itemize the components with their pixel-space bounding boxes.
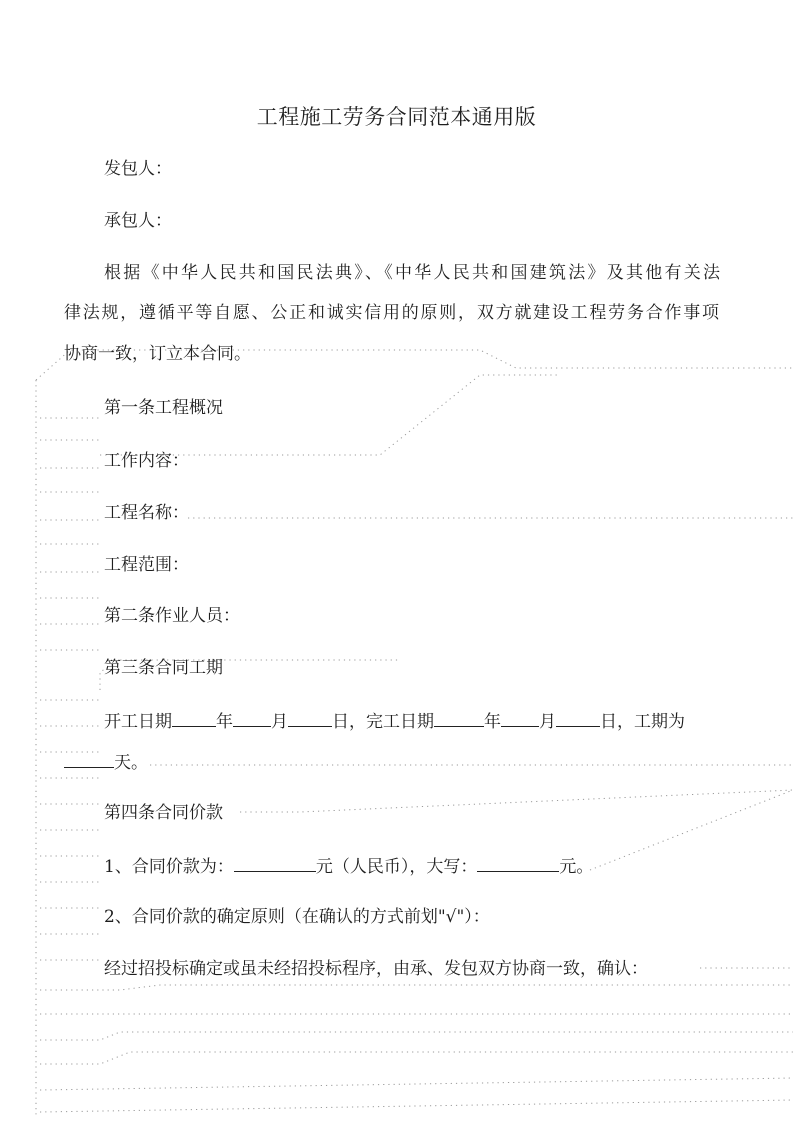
article-3-heading: 第三条合同工期 [104, 658, 223, 678]
work-content-label: 工作内容： [104, 451, 189, 471]
contract-price-blank[interactable] [234, 853, 316, 872]
document-title: 工程施工劳务合同范本通用版 [256, 105, 537, 129]
contract-price-words-blank[interactable] [477, 853, 559, 872]
day-label: 日， [600, 712, 634, 732]
article-2-heading: 第二条作业人员： [104, 606, 240, 626]
preamble-line-3: 协商一致，订立本合同。 [64, 344, 251, 364]
contract-price-line [104, 853, 593, 879]
article-4-heading: 第四条合同价款 [104, 803, 223, 823]
contract-price-label: 1、合同价款为： [104, 857, 234, 877]
price-principle-line: 2、合同价款的确定原则（在确认的方式前划"√"）： [104, 907, 490, 927]
start-year-blank[interactable] [172, 708, 216, 727]
project-name-label: 工程名称： [104, 503, 189, 523]
contract-price-mid: 元（人民币），大写： [315, 857, 478, 877]
article-1-heading: 第一条工程概况 [104, 398, 223, 418]
preamble-line-1: 根据《中华人民共和国民法典》、《中华人民共和国建筑法》及其他有关法 [104, 263, 720, 283]
duration-label: 工期为 [634, 712, 685, 732]
days-label: 天。 [114, 753, 148, 773]
year-label: 年 [216, 712, 233, 732]
start-date-label: 开工日期 [104, 712, 172, 732]
client-label: 发包人： [104, 159, 172, 179]
contract-price-end: 元。 [559, 857, 594, 877]
year-label: 年 [484, 712, 501, 732]
construction-period-line [104, 708, 685, 734]
preamble-line-2: 律法规，遵循平等自愿、公正和诚实信用的原则，双方就建设工程劳务合作事项 [64, 303, 719, 323]
duration-days-line [64, 749, 148, 775]
finish-date-label: 完工日期 [366, 712, 434, 732]
finish-month-blank[interactable] [501, 708, 539, 727]
contractor-label: 承包人： [104, 211, 172, 231]
finish-year-blank[interactable] [434, 708, 484, 727]
month-label: 月 [271, 712, 288, 732]
finish-day-blank[interactable] [556, 708, 600, 727]
start-month-blank[interactable] [233, 708, 271, 727]
start-day-blank[interactable] [288, 708, 332, 727]
month-label: 月 [539, 712, 556, 732]
duration-days-blank[interactable] [64, 749, 114, 768]
day-label: 日， [332, 712, 366, 732]
bidding-confirm-line: 经过招投标确定或虽未经招投标程序，由承、发包双方协商一致，确认： [104, 959, 648, 979]
project-scope-label: 工程范围： [104, 555, 189, 575]
